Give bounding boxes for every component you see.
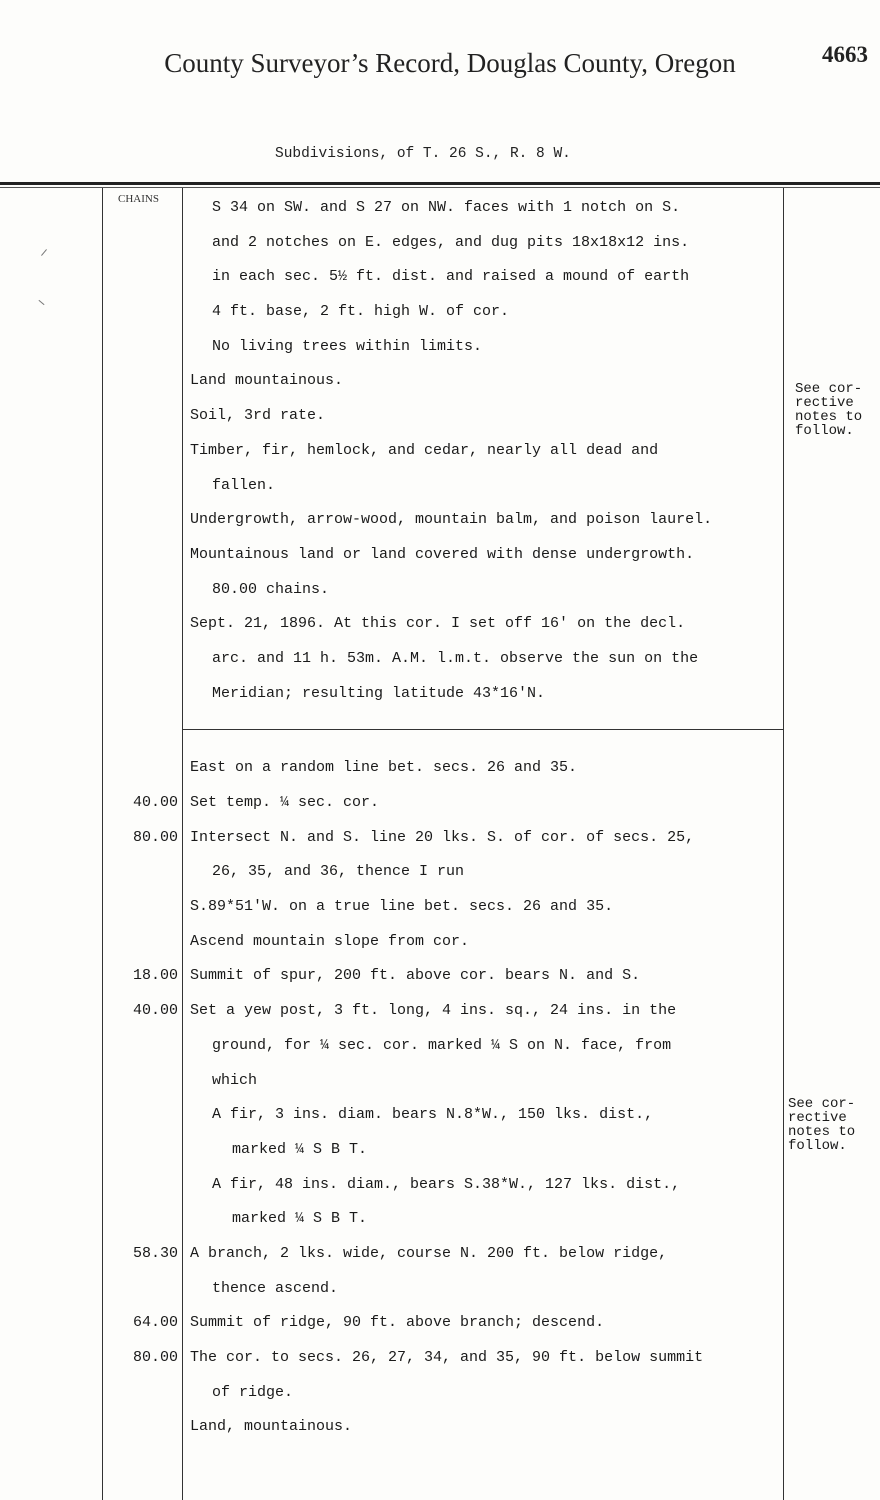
entry-text: Land, mountainous.	[190, 1418, 353, 1436]
ledger-row	[0, 645, 880, 680]
ledger-row	[0, 893, 880, 928]
margin-note-line: rective	[788, 1110, 847, 1126]
ledger-row	[0, 824, 880, 859]
entry-text: thence ascend.	[212, 1279, 339, 1297]
entry-text: Meridian; resulting latitude 43*16'N.	[212, 684, 546, 702]
ledger-row	[0, 754, 880, 789]
margin-note-1	[795, 382, 880, 438]
chains-value: 80.00	[132, 1349, 178, 1366]
ledger-row	[0, 962, 880, 997]
entry-text: ground, for ¼ sec. cor. marked ¼ S on N. face, from	[212, 1036, 672, 1054]
entry-text: No living trees within limits.	[212, 337, 483, 355]
margin-note-line: See cor-	[788, 1096, 856, 1112]
entry-text: Set temp. ¼ sec. cor.	[190, 794, 380, 811]
margin-note-line: notes to	[795, 409, 863, 425]
entry-text: Intersect N. and S. line 20 lks. S. of cor. of secs. 25,	[190, 828, 695, 846]
entry-text: fallen.	[212, 476, 276, 494]
entry-text: A fir, 48 ins. diam., bears S.38*W., 127 lks. dist.,	[212, 1175, 681, 1193]
ledger-row	[0, 610, 880, 645]
entry-text: Ascend mountain slope from cor.	[190, 932, 470, 950]
entry-text: S 34 on SW. and S 27 on NW. faces with 1 notch on S.	[212, 199, 681, 216]
page-title: County Surveyor’s Record, Douglas County, Oregon	[164, 48, 736, 78]
ledger-row	[0, 298, 880, 333]
entry-text: Land mountainous.	[190, 372, 344, 390]
entry-text: Summit of ridge, 90 ft. above branch; descend.	[190, 1314, 605, 1332]
ledger-rows	[0, 194, 880, 1448]
entry-text: The cor. to secs. 26, 27, 34, and 35, 90 ft. below summit	[190, 1349, 704, 1366]
ledger-row	[0, 1205, 880, 1240]
margin-note-line: follow.	[795, 423, 854, 439]
entry-text: S.89*51'W. on a true line bet. secs. 26 and 35.	[190, 898, 614, 916]
entry-text: and 2 notches on E. edges, and dug pits 18x18x12 ins.	[212, 233, 690, 251]
entry-text: 4 ft. base, 2 ft. high W. of cor.	[212, 303, 510, 321]
ledger-row	[0, 680, 880, 715]
chains-value: 40.00	[132, 1002, 178, 1020]
entry-text: 26, 35, and 36, thence I run	[212, 863, 465, 881]
ledger-row	[0, 194, 880, 229]
entry-text: arc. and 11 h. 53m. A.M. l.m.t. observe the sun on the	[212, 649, 699, 667]
entry-text: 80.00 chains.	[212, 580, 330, 598]
ledger-row	[0, 229, 880, 264]
header-rule-thin	[0, 187, 880, 188]
entry-text: Undergrowth, arrow-wood, mountain balm, and poison laurel.	[190, 511, 713, 529]
ledger-row	[0, 1413, 880, 1448]
ledger-row	[0, 437, 880, 472]
ledger-row	[0, 576, 880, 611]
ledger-row	[0, 402, 880, 437]
entry-text: Summit of spur, 200 ft. above cor. bears N. and S.	[190, 967, 641, 985]
ledger-row	[0, 858, 880, 893]
margin-note-line: See cor-	[795, 381, 863, 397]
header-rule-thick	[0, 182, 880, 185]
ledger-row	[0, 1101, 880, 1136]
ledger-row	[0, 1379, 880, 1414]
ledger-row	[0, 1309, 880, 1344]
ledger-row	[0, 506, 880, 541]
entry-text: A fir, 3 ins. diam. bears N.8*W., 150 lks. dist.,	[212, 1106, 654, 1124]
section-subtitle: Subdivisions, of T. 26 S., R. 8 W.	[275, 146, 571, 162]
entry-text: of ridge.	[212, 1383, 294, 1401]
page-number: 4663	[822, 42, 868, 67]
margin-note-line: follow.	[788, 1138, 847, 1154]
ledger-row	[0, 541, 880, 576]
entry-text: Soil, 3rd rate.	[190, 407, 326, 425]
ledger-row	[0, 928, 880, 963]
chains-value: 64.00	[132, 1314, 178, 1332]
chains-value: 80.00	[132, 828, 178, 846]
entry-text: which	[212, 1071, 258, 1089]
entry-text: in each sec. 5½ ft. dist. and raised a mound of earth	[212, 268, 690, 286]
chains-value: 58.30	[132, 1244, 178, 1262]
entry-text: Sept. 21, 1896. At this cor. I set off 16' on the decl.	[190, 615, 686, 633]
chains-value: 18.00	[132, 967, 178, 985]
ledger-row	[0, 1136, 880, 1171]
margin-note-line: notes to	[788, 1124, 856, 1140]
ledger-row	[0, 1240, 880, 1275]
ledger-row	[0, 1275, 880, 1310]
chains-value: 40.00	[132, 794, 178, 811]
ledger-row	[0, 1171, 880, 1206]
ledger-row	[0, 1032, 880, 1067]
chains-column-header: CHAINS	[118, 193, 159, 205]
entry-text: marked ¼ S B T.	[232, 1210, 368, 1228]
entry-text: A branch, 2 lks. wide, course N. 200 ft. below ridge,	[190, 1244, 668, 1262]
ledger-row	[0, 263, 880, 298]
ledger-row	[0, 997, 880, 1032]
margin-note-line: rective	[795, 395, 854, 411]
ledger-row	[0, 367, 880, 402]
entry-text: Timber, fir, hemlock, and cedar, nearly all dead and	[190, 441, 659, 459]
ledger-row	[0, 1344, 880, 1379]
entry-text: marked ¼ S B T.	[232, 1140, 368, 1158]
entry-text: East on a random line bet. secs. 26 and 35.	[190, 759, 578, 777]
ledger-row	[0, 333, 880, 368]
entry-text: Mountainous land or land covered with dense undergrowth.	[190, 545, 695, 563]
entry-text: Set a yew post, 3 ft. long, 4 ins. sq., 24 ins. in the	[190, 1002, 677, 1020]
ledger-row	[0, 1067, 880, 1102]
ledger-row	[0, 472, 880, 507]
margin-note-2	[788, 1097, 880, 1153]
ledger-row	[0, 789, 880, 824]
